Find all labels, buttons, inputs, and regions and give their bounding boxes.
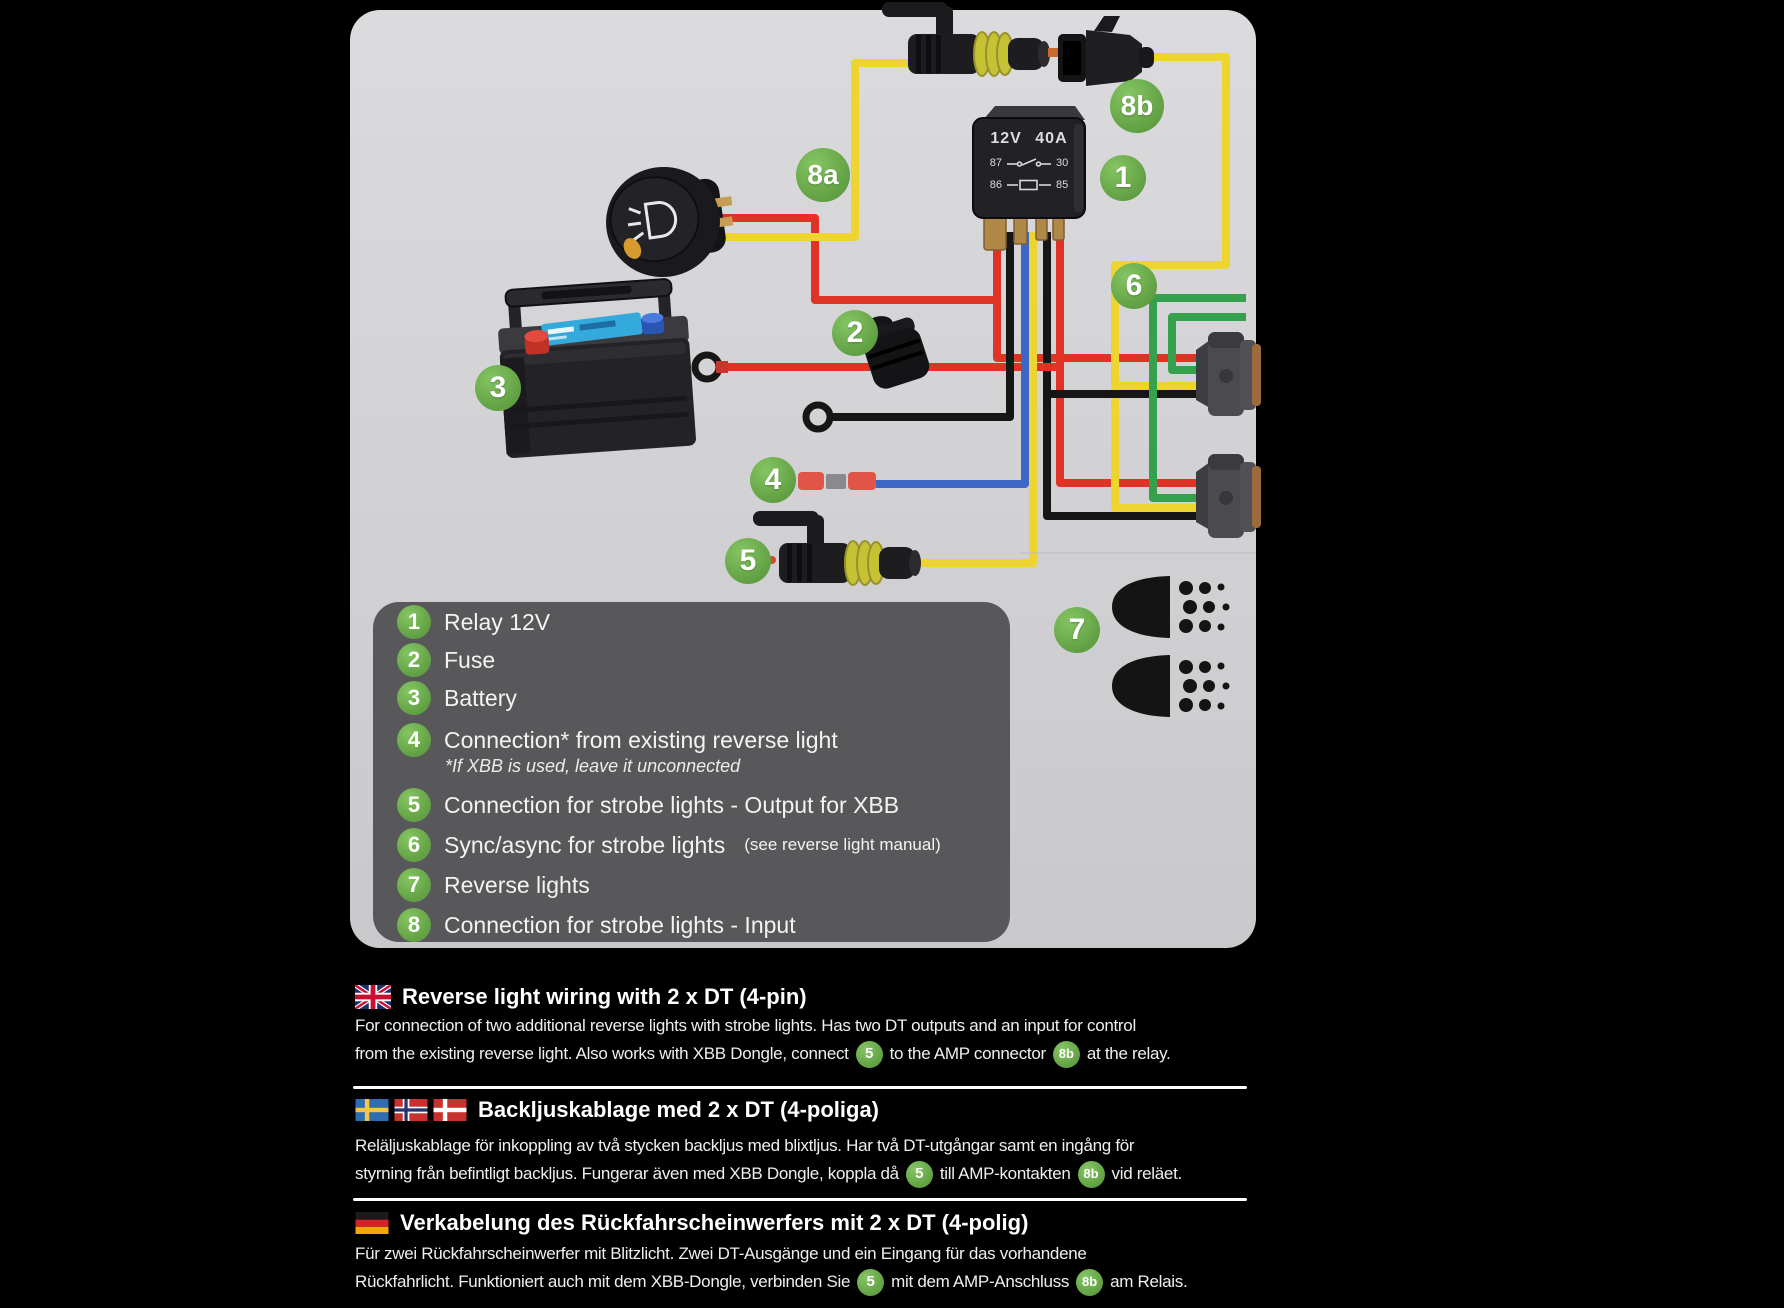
relay-coil-symbol [1006,178,1052,192]
relay-markings [975,130,1083,192]
section-title-text: Backljuskablage med 2 x DT (4-poliga) [478,1097,880,1122]
pin-86-label: 86 [989,179,1002,191]
section-divider [353,1198,1247,1201]
badge-5: 5 [725,538,771,584]
body-text: at the relay. [1086,1044,1171,1063]
section-title-text: Reverse light wiring with 2 x DT (4-pin) [402,984,807,1009]
splice-connector [786,472,876,490]
dt-connector-1 [1196,332,1261,416]
legend-badge-1: 1 [397,605,431,639]
inline-badge-5: 5 [856,1041,883,1068]
relay-pinrow-86-85 [975,178,1083,192]
body-text: mit dem AMP-Anschluss [891,1272,1070,1291]
legend-item-reverse-lights [397,868,590,902]
section-sv-title [355,1097,879,1123]
section-en-body [355,1012,1171,1068]
legend-item-relay [397,605,550,639]
body-text: Reläljuskablage för inkoppling av två stycken backljus med blixtljus. Har två DT-utgångar samt en ingång för [355,1136,1135,1155]
legend-badge-3: 3 [397,681,431,715]
legend-label: Sync/async for strobe lights [444,831,726,858]
legend-label: Connection for strobe lights - Output for XBB [444,791,900,818]
inline-badge-8b: 8b [1053,1041,1080,1068]
dt-connector-2 [1196,454,1261,538]
body-text: styrning från befintligt backljus. Fungerar även med XBB Dongle, koppla då [355,1164,899,1183]
legend-item-strobe-output [397,788,899,822]
body-text: For connection of two additional reverse lights with strobe lights. Has two DT outputs and an input for control [355,1016,1136,1035]
divider-faint [1020,552,1256,554]
legend-label: Battery [444,684,517,711]
section-en-title [355,984,807,1010]
body-text: from the existing reverse light. Also works with XBB Dongle, connect [355,1044,849,1063]
inline-badge-8b: 8b [1076,1269,1103,1296]
legend-item-battery [397,681,517,715]
legend-item-sync [397,828,941,862]
pin-87-label: 87 [989,157,1002,169]
legend-badge-7: 7 [397,868,431,902]
pin-85-label: 85 [1056,179,1069,191]
legend-badge-6: 6 [397,828,431,862]
legend-badge-2: 2 [397,643,431,677]
legend-label: Connection* from existing reverse light [444,726,838,753]
body-text: to the AMP connector [889,1044,1046,1063]
parts-legend [373,602,1010,942]
badge-8a: 8a [796,148,850,202]
body-text: till AMP-kontakten [939,1164,1071,1183]
legend-item-connection-existing [397,723,838,757]
badge-4: 4 [750,457,796,503]
flag-denmark-icon [433,1099,467,1121]
body-text: vid reläet. [1111,1164,1182,1183]
section-de-body [355,1240,1187,1296]
flag-germany-icon [355,1212,389,1234]
badge-2: 2 [832,310,878,356]
body-text: Rückfahrlicht. Funktioniert auch mit dem XBB-Dongle, verbinden Sie [355,1272,851,1291]
flag-sweden-icon [355,1099,389,1121]
relay-rating: 12V 40A [990,130,1068,147]
legend-label: Reverse lights [444,871,590,898]
badge-6: 6 [1111,263,1157,309]
section-title-text: Verkabelung des Rückfahrscheinwerfers mit 2 x DT (4-polig) [400,1210,1029,1235]
flag-uk-icon [355,985,391,1009]
legend-label: Relay 12V [444,608,551,635]
legend-label-suffix: (see reverse light manual) [744,835,941,854]
legend-badge-5: 5 [397,788,431,822]
legend-badge-8: 8 [397,908,431,942]
flag-norway-icon [394,1099,428,1121]
legend-item-strobe-input [397,908,796,942]
section-de-title [355,1210,1028,1236]
legend-badge-4: 4 [397,723,431,757]
pin-30-label: 30 [1056,157,1069,169]
inline-badge-5: 5 [857,1269,884,1296]
inline-badge-8b: 8b [1078,1161,1105,1188]
section-sv-body [355,1132,1182,1188]
section-divider [353,1086,1247,1089]
legend-label: Connection for strobe lights - Input [444,911,796,938]
legend-note-xbb: *If XBB is used, leave it unconnected [445,756,741,776]
badge-3: 3 [475,365,521,411]
legend-label: Fuse [444,646,496,673]
relay-contact-symbol [1006,156,1052,170]
body-text: am Relais. [1110,1272,1188,1291]
badge-8b: 8b [1110,79,1164,133]
inline-badge-5: 5 [906,1161,933,1188]
badge-1: 1 [1100,155,1146,201]
legend-item-fuse [397,643,495,677]
body-text: Für zwei Rückfahrscheinwerfer mit Blitzlicht. Zwei DT-Ausgänge und ein Eingang für das vorhandene [355,1244,1087,1263]
badge-7: 7 [1054,607,1100,653]
relay-pinrow-87-30 [975,156,1083,170]
